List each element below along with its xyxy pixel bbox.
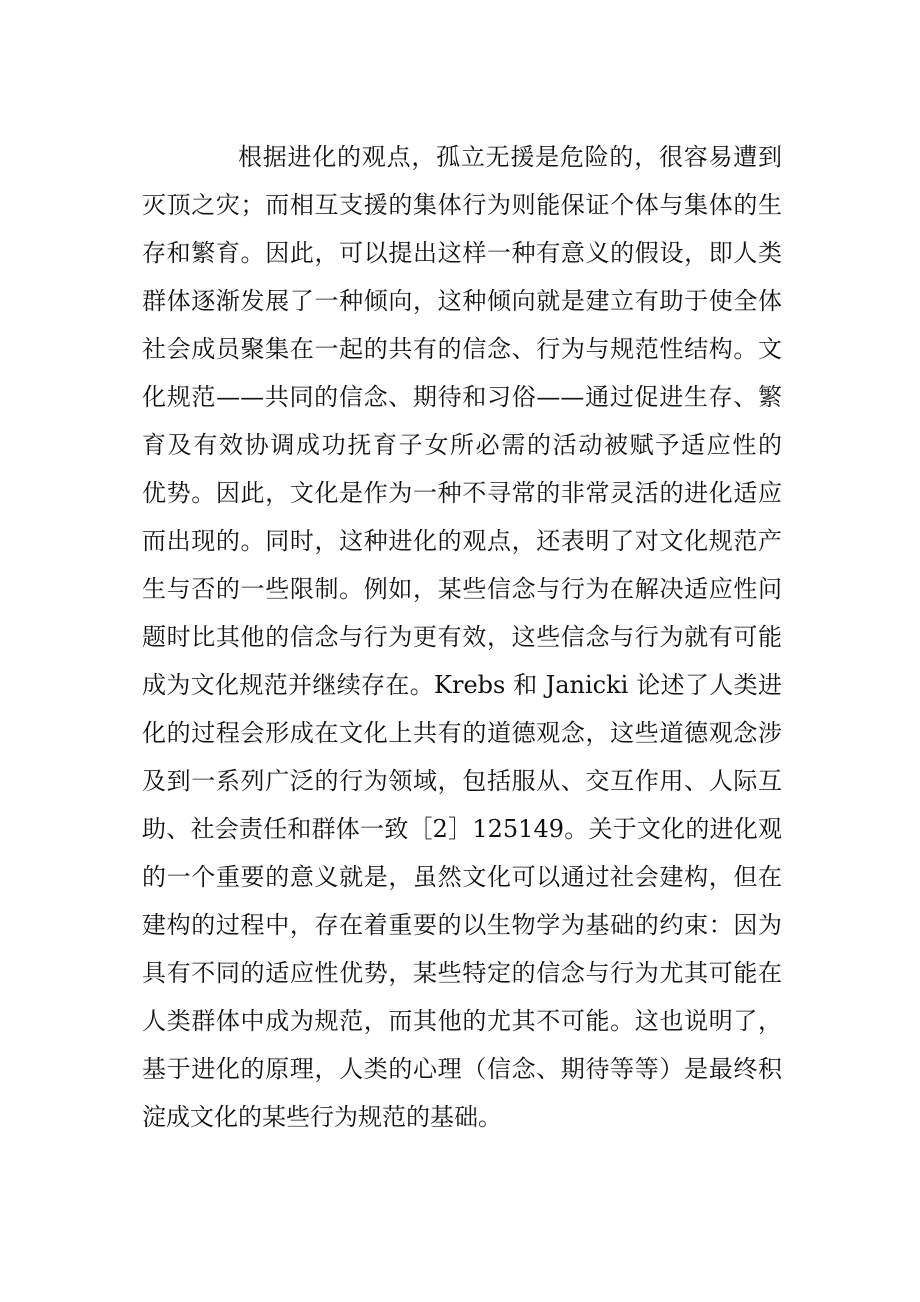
paragraph-line-8: 优势。因此，文化是作为一种不寻常的非常灵活的进化适应: [142, 479, 782, 507]
paragraph-line-15: 助、社会责任和群体一致［2］125149。关于文化的进化观: [142, 815, 782, 843]
paragraph-line-12: 成为文化规范并继续存在。Krebs 和 Janicki 论述了人类进: [142, 671, 782, 699]
paragraph-line-4: 群体逐渐发展了一种倾向，这种倾向就是建立有助于使全体: [142, 287, 782, 315]
paragraph-line-9: 而出现的。同时，这种进化的观点，还表明了对文化规范产: [142, 527, 782, 555]
paragraph-line-20: 基于进化的原理，人类的心理（信念、期待等等）是最终积: [142, 1055, 782, 1083]
paragraph-line-13: 化的过程会形成在文化上共有的道德观念，这些道德观念涉: [142, 719, 782, 747]
paragraph-line-16: 的一个重要的意义就是，虽然文化可以通过社会建构，但在: [142, 863, 782, 891]
paragraph-line-18: 具有不同的适应性优势，某些特定的信念与行为尤其可能在: [142, 959, 782, 987]
paragraph-line-7: 育及有效协调成功抚育子女所必需的活动被赋予适应性的: [142, 431, 782, 459]
paragraph-line-5: 社会成员聚集在一起的共有的信念、行为与规范性结构。文: [142, 335, 782, 363]
paragraph-line-19: 人类群体中成为规范，而其他的尤其不可能。这也说明了，: [142, 1007, 782, 1035]
paragraph-line-14: 及到一系列广泛的行为领域，包括服从、交互作用、人际互: [142, 767, 782, 795]
paragraph-line-1: 根据进化的观点，孤立无援是危险的，很容易遭到: [238, 143, 782, 171]
paragraph-line-2: 灭顶之灾；而相互支援的集体行为则能保证个体与集体的生: [142, 191, 782, 219]
paragraph-line-21: 淀成文化的某些行为规范的基础。: [142, 1103, 502, 1131]
paragraph-line-3: 存和繁育。因此，可以提出这样一种有意义的假设，即人类: [142, 239, 782, 267]
paragraph-line-6: 化规范——共同的信念、期待和习俗——通过促进生存、繁: [142, 383, 782, 411]
paragraph-line-17: 建构的过程中，存在着重要的以生物学为基础的约束：因为: [142, 911, 782, 939]
paragraph-line-10: 生与否的一些限制。例如，某些信念与行为在解决适应性问: [142, 575, 782, 603]
paragraph-line-11: 题时比其他的信念与行为更有效，这些信念与行为就有可能: [142, 623, 782, 651]
